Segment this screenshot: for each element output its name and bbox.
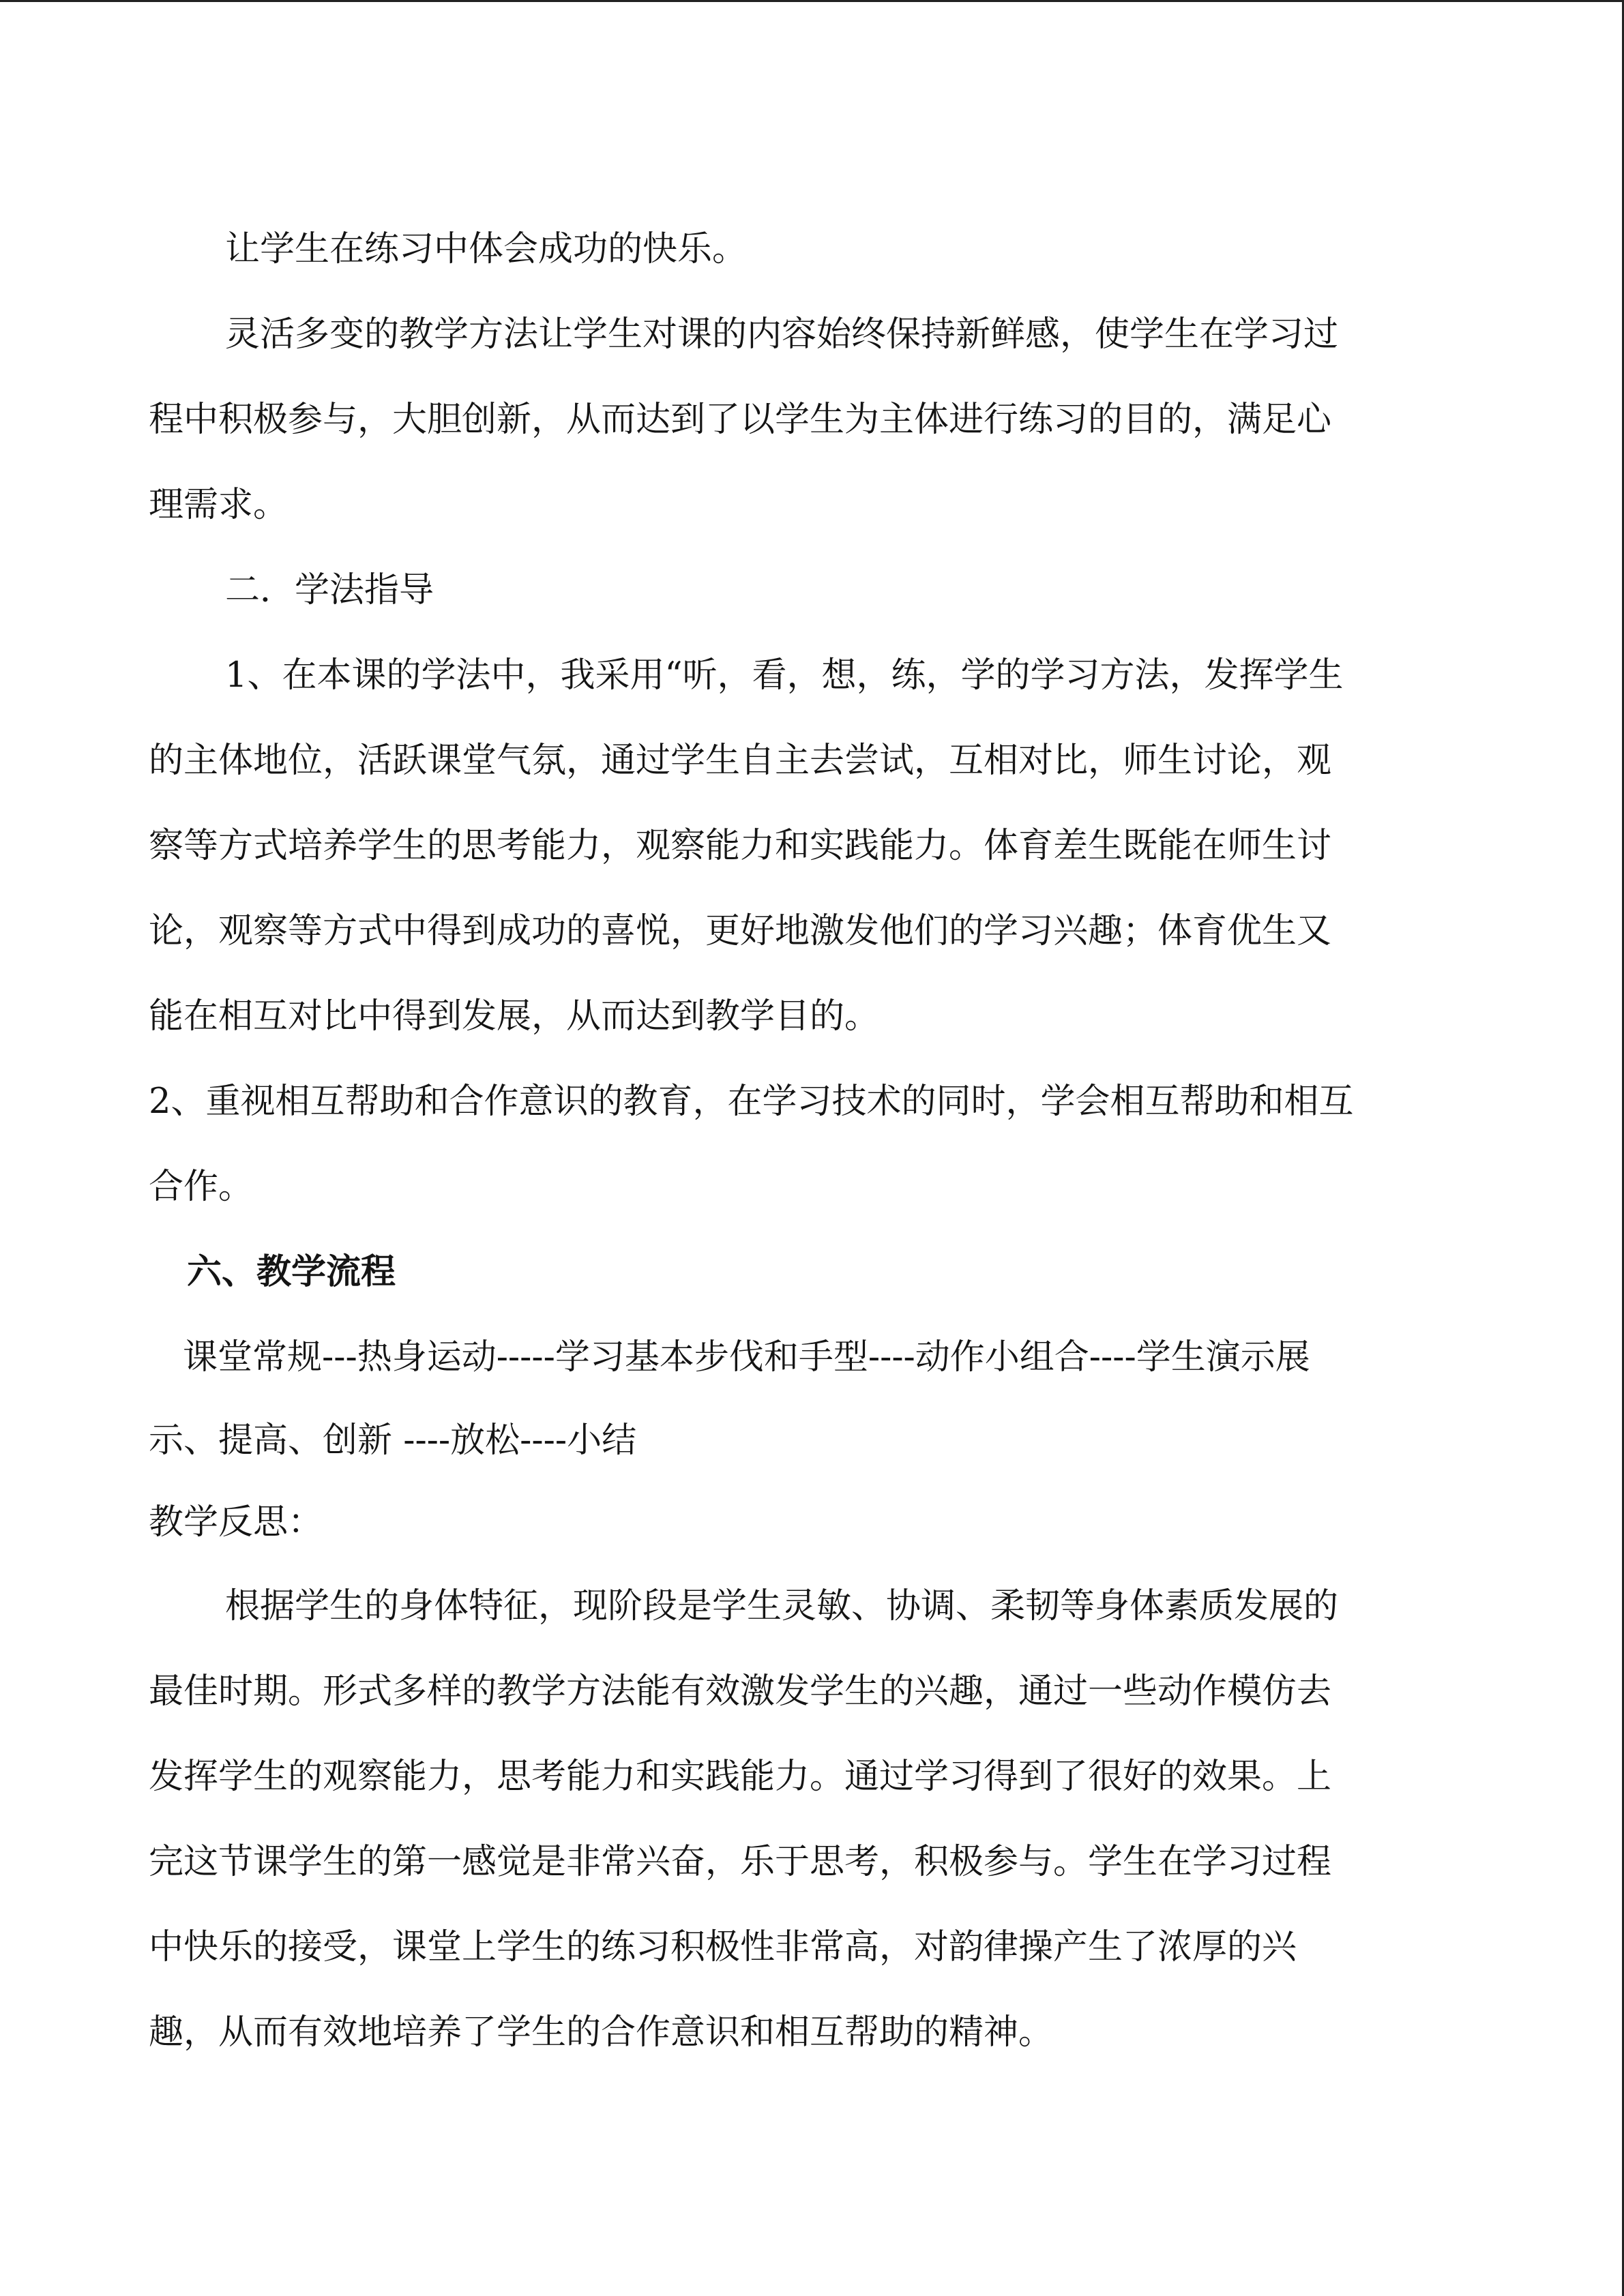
text-line: 能在相互对比中得到发展，从而达到教学目的。 <box>149 996 880 1037</box>
section-heading-study-method: 二．学法指导 <box>225 570 434 610</box>
text-line: 完这节课学生的第一感觉是非常兴奋，乐于思考，积极参与。学生在学习过程 <box>149 1842 1332 1882</box>
section-heading-teaching-flow: 六、教学流程 <box>187 1251 396 1292</box>
text-line: 1、在本课的学法中，我采用“听，看，想，练，学的学习方法，发挥学生 <box>225 655 1344 696</box>
reflection-label: 教学反思： <box>149 1502 323 1542</box>
text-line: 的主体地位，活跃课堂气氛，通过学生自主去尝试，互相对比，师生讨论，观 <box>149 741 1332 781</box>
text-line: 理需求。 <box>149 485 289 525</box>
text-line: 让学生在练习中体会成功的快乐。 <box>225 229 748 269</box>
text-line: 根据学生的身体特征，现阶段是学生灵敏、协调、柔韧等身体素质发展的 <box>225 1586 1339 1626</box>
text-line: 中快乐的接受，课堂上学生的练习积极性非常高，对韵律操产生了浓厚的兴 <box>149 1927 1297 1967</box>
text-line: 合作。 <box>149 1167 254 1207</box>
text-line: 示、提高、创新 ----放松----小结 <box>149 1420 637 1461</box>
text-line: 察等方式培养学生的思考能力，观察能力和实践能力。体育差生既能在师生讨 <box>149 826 1332 866</box>
text-line: 最佳时期。形式多样的教学方法能有效激发学生的兴趣，通过一些动作模仿去 <box>149 1671 1332 1712</box>
document-body <box>149 207 1479 2075</box>
text-line: 趣，从而有效地培养了学生的合作意识和相互帮助的精神。 <box>149 2012 1054 2053</box>
text-line: 论，观察等方式中得到成功的喜悦，更好地激发他们的学习兴趣；体育优生又 <box>149 911 1332 951</box>
text-line: 发挥学生的观察能力，思考能力和实践能力。通过学习得到了很好的效果。上 <box>149 1757 1332 1797</box>
text-line: 灵活多变的教学方法让学生对课的内容始终保持新鲜感，使学生在学习过 <box>225 314 1339 355</box>
text-line: 2、重视相互帮助和合作意识的教育，在学习技术的同时，学会相互帮助和相互 <box>149 1082 1354 1122</box>
text-line: 课堂常规---热身运动-----学习基本步伐和手型----动作小组合----学生演示展 <box>183 1337 1310 1377</box>
text-line: 程中积极参与，大胆创新，从而达到了以学生为主体进行练习的目的，满足心 <box>149 400 1332 440</box>
